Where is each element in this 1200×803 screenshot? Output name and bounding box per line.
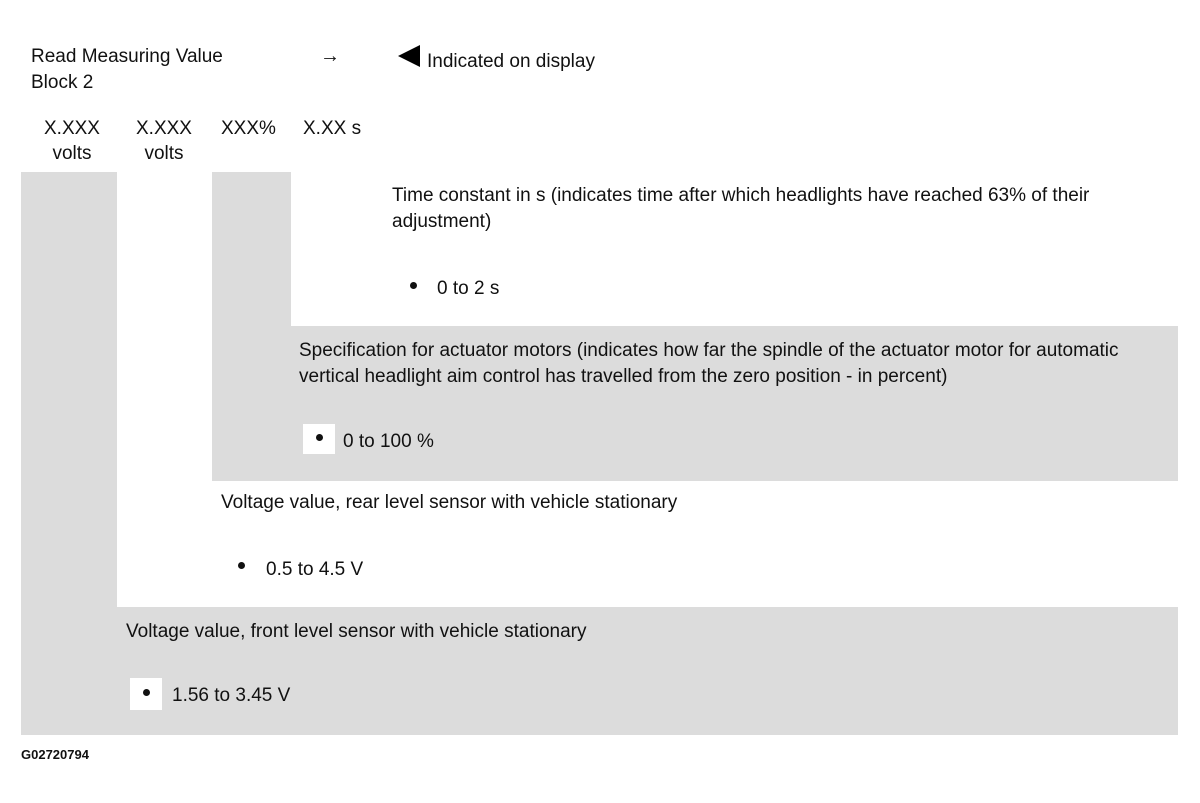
- field-3-value: XXX%: [221, 118, 276, 139]
- range-time-constant: 0 to 2 s: [437, 278, 500, 299]
- range-rear-level-sensor: 0.5 to 4.5 V: [266, 559, 364, 580]
- field-4-value: X.XX s: [303, 118, 362, 139]
- range-actuator-motors: 0 to 100 %: [343, 431, 434, 452]
- bullet-icon: [316, 434, 323, 441]
- figure-id: G02720794: [21, 747, 89, 762]
- header-title-line2: Block 2: [31, 72, 94, 93]
- right-arrow-icon: →: [320, 45, 340, 67]
- bullet-icon: [410, 282, 417, 289]
- field-1-value: X.XXX: [44, 118, 100, 139]
- desc-actuator-motors: Specification for actuator motors (indicates how far the spindle of the actuator motor for automatic vertical headlight aim control has travelled from the zero position - in percent): [299, 340, 1119, 387]
- bullet-icon: [238, 562, 245, 569]
- bullet-icon: [143, 689, 150, 696]
- header-title-line1: Read Measuring Value: [31, 46, 223, 67]
- field-2-value: X.XXX: [136, 118, 192, 139]
- field-2-unit: volts: [144, 143, 184, 164]
- desc-front-level-sensor: Voltage value, front level sensor with vehicle stationary: [126, 621, 587, 642]
- field-1-unit: volts: [52, 143, 92, 164]
- desc-rear-level-sensor: Voltage value, rear level sensor with vehicle stationary: [221, 492, 678, 513]
- desc-time-constant: Time constant in s (indicates time after which headlights have reached 63% of their adjustment): [392, 185, 1090, 232]
- range-front-level-sensor: 1.56 to 3.45 V: [172, 685, 291, 706]
- display-indicator-icon: [398, 45, 420, 67]
- display-note: Indicated on display: [427, 51, 595, 72]
